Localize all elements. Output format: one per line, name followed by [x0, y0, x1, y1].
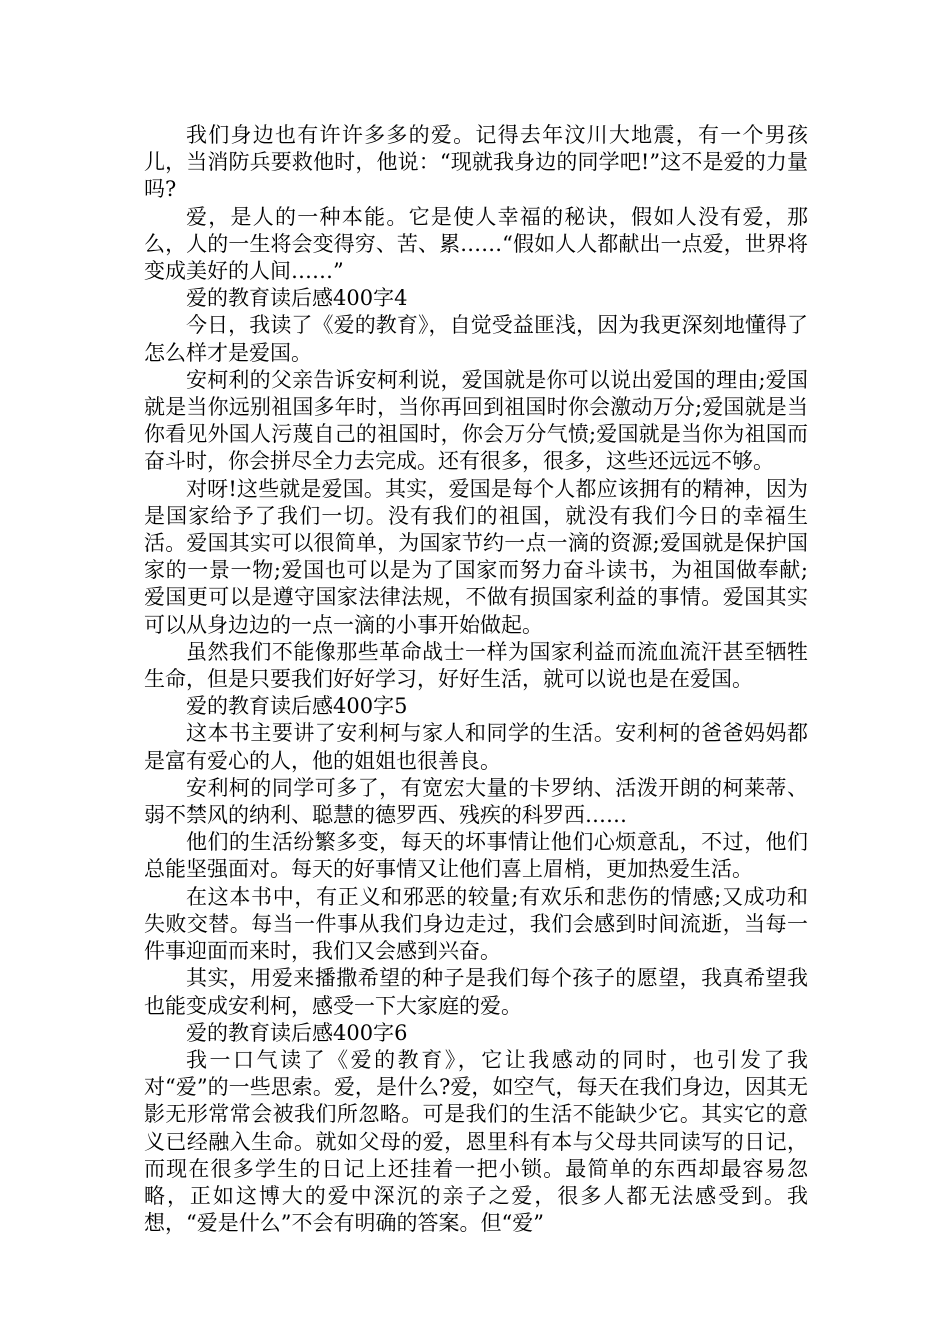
- paragraph: 这本书主要讲了安利柯与家人和同学的生活。安利柯的爸爸妈妈都是富有爱心的人，他的姐姐也很善良。: [144, 721, 808, 773]
- section-heading: 爱的教育读后感400字6: [186, 1020, 408, 1045]
- paragraph: 对呀!这些就是爱国。其实，爱国是每个人都应该拥有的精神，因为是国家给予了我们一切。没有我们的祖国，就没有我们今日的幸福生活。爱国其实可以很简单，为国家节约一点一滴的资源;爱国就是保护国家的一景一物;爱国也可以是为了国家而努力奋斗读书，为祖国做奉献;爱国更可以是遵守国家法律法规，不做有损国家利益的事情。爱国其实可以从身边边的一点一滴的小事开始做起。: [144, 476, 808, 637]
- document-body: [144, 122, 808, 1237]
- paragraph: 安利柯的同学可多了，有宽宏大量的卡罗纳、活泼开朗的柯莱蒂、弱不禁风的纳利、聪慧的德罗西、残疾的科罗西……: [144, 775, 808, 828]
- paragraph: 今日，我读了《爱的教育》，自觉受益匪浅，因为我更深刻地懂得了怎么样才是爱国。: [144, 313, 808, 365]
- paragraph: 我一口气读了《爱的教育》，它让我感动的同时，也引发了我对“爱”的一些思索。爱，是什么?爱，如空气，每天在我们身边，因其无影无形常常会被我们所忽略。可是我们的生活不能缺少它。其实它的意义已经融入生命。就如父母的爱，恩里科有本与父母共同读写的日记，而现在很多学生的日记上还挂着一把小锁。最简单的东西却最容易忽略，正如这博大的爱中深沉的亲子之爱，很多人都无法感受到。我想，“爱是什么”不会有明确的答案。但“爱”: [144, 1047, 808, 1236]
- paragraph: 在这本书中，有正义和邪恶的较量;有欢乐和悲伤的情感;又成功和失败交替。每当一件事从我们身边走过，我们会感到时间流逝，当每一件事迎面而来时，我们又会感到兴奋。: [144, 884, 808, 964]
- paragraph: 其实，用爱来播撒希望的种子是我们每个孩子的愿望，我真希望我也能变成安利柯，感受一下大家庭的爱。: [144, 966, 808, 1018]
- paragraph: 我们身边也有许许多多的爱。记得去年汶川大地震，有一个男孩儿，当消防兵要救他时，他说：“现就我身边的同学吧!”这不是爱的力量吗?: [144, 123, 808, 202]
- paragraph: 爱，是人的一种本能。它是使人幸福的秘诀，假如人没有爱，那么，人的一生将会变得穷、苦、累……“假如人人都献出一点爱，世界将变成美好的人间……”: [144, 204, 808, 284]
- paragraph: 虽然我们不能像那些革命战士一样为国家利益而流血流汗甚至牺牲生命，但是只要我们好好学习，好好生活，就可以说也是在爱国。: [144, 639, 808, 692]
- paragraph: 安柯利的父亲告诉安柯利说，爱国就是你可以说出爱国的理由;爱国就是当你远别祖国多年时，当你再回到祖国时你会激动万分;爱国就是当你看见外国人污蔑自己的祖国时，你会万分气愤;爱国就是当你为祖国而奋斗时，你会拼尽全力去完成。还有很多，很多，这些还远远不够。: [144, 367, 808, 474]
- section-heading: 爱的教育读后感400字5: [186, 694, 408, 719]
- section-heading: 爱的教育读后感400字4: [186, 286, 408, 311]
- paragraph: 他们的生活纷繁多变，每天的坏事情让他们心烦意乱，不过，他们总能坚强面对。每天的好事情又让他们喜上眉梢，更加热爱生活。: [144, 830, 808, 882]
